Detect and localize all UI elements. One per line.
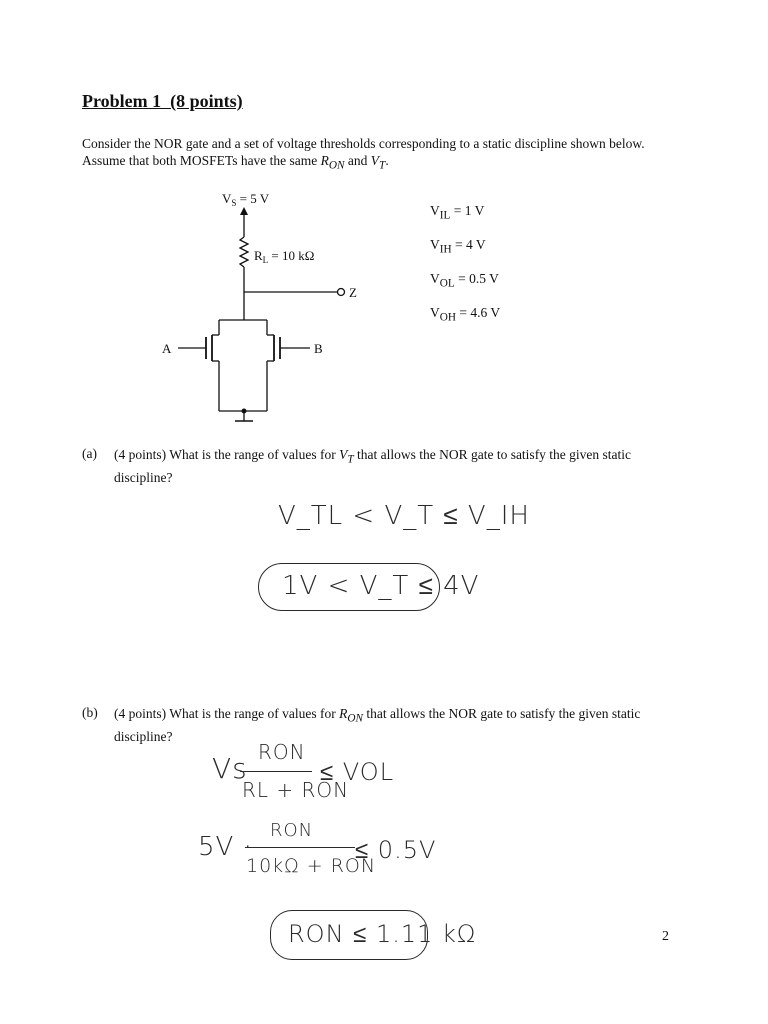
handwritten-vt-range-answer: 1V < V_T ≤ 4V [282,571,480,601]
ron-subscript: ON [328,159,345,172]
eq1-numerator: RON [258,740,306,764]
nor-gate-circuit [150,185,390,430]
ron-symbol: R [320,153,329,168]
threshold-vih: $V_{IH} = 4$ V [430,237,486,256]
part-a-question: (4 points) What is the range of values for $V_T$ that allows the NOR gate to satisfy the given static discipline? [114,447,632,485]
vt-symbol: V [370,153,380,168]
eq1-right: ≤ VOL [320,758,395,786]
eq2-fraction-bar [245,847,355,848]
output-terminal [338,289,345,296]
intro-period: . [385,153,389,168]
eq2-numerator: RON [270,820,314,841]
page-number: 2 [662,929,669,944]
problem-intro [82,135,682,175]
a-label: A [162,341,172,356]
supply-arrow-icon [240,207,248,215]
eq1-denominator: RL + RON [242,778,350,802]
rl-label: $R_L = 10$ kΩ [254,248,315,265]
problem-title: Problem 1 (8 points) [82,91,243,111]
intro-and: and [344,153,371,168]
handwritten-ron-answer: RON ≤ 1.11 kΩ [288,920,477,948]
intro-text: Consider the NOR gate and a set of voltage thresholds corresponding to a static discipline shown below. Assume that both MOSFETs have the same [82,136,645,168]
vs-label: $V_S = 5$ V [222,191,270,208]
threshold-vil: $V_{IL} = 1$ V [430,203,485,222]
eq1-fraction-bar [240,771,312,772]
threshold-voh: $V_{OH} = 4.6$ V [430,305,501,324]
eq1-vs: Vs [212,752,248,785]
eq2-left: 5V · [198,832,253,862]
part-b-question: (4 points) What is the range of values for $R_{ON}$ that allows the NOR gate to satisfy the given static discipline? [114,706,641,744]
part-a-label: (a) [82,446,97,461]
eq2-denominator: 10kΩ + RON [246,855,377,877]
handwritten-vt-range-general: V_TL < V_T ≤ V_IH [278,501,530,531]
z-label: Z [349,285,357,300]
part-b-label: (b) [82,705,98,720]
b-label: B [314,341,323,356]
eq2-right: ≤ 0.5V [355,836,437,864]
resistor-rl [240,237,248,267]
threshold-vol: $V_{OL} = 0.5$ V [430,271,499,290]
vt-subscript: T [379,159,386,172]
